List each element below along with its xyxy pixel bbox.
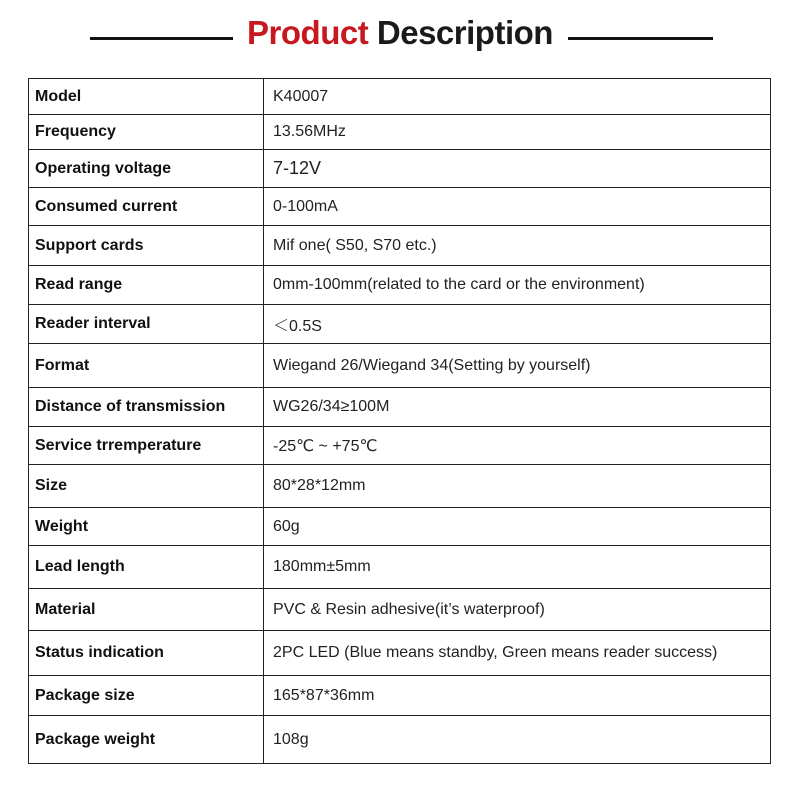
spec-label: Format [29,344,264,388]
table-row [29,266,771,305]
spec-label: Package weight [29,716,264,764]
spec-label: Lead length [29,546,264,589]
table-row [29,115,771,150]
table-row [29,305,771,344]
spec-value: Wiegand 26/Wiegand 34(Setting by yourself) [264,344,771,388]
spec-value: WG26/34≥100M [264,388,771,427]
table-row [29,589,771,631]
spec-label: Support cards [29,226,264,266]
spec-label: Model [29,79,264,115]
title-main-word: Description [376,14,553,51]
table-row [29,226,771,266]
spec-value: K40007 [264,79,771,115]
table-row [29,631,771,676]
spec-table-body [29,79,771,764]
table-row [29,188,771,226]
table-row [29,716,771,764]
table-row [29,79,771,115]
spec-value: 13.56MHz [264,115,771,150]
spec-label: Frequency [29,115,264,150]
table-row [29,388,771,427]
spec-value: 80*28*12mm [264,465,771,508]
spec-value: 60g [264,508,771,546]
spec-value: 165*87*36mm [264,676,771,716]
spec-label: Read range [29,266,264,305]
table-row [29,546,771,589]
table-row [29,676,771,716]
spec-label: Operating voltage [29,150,264,188]
spec-label: Package size [29,676,264,716]
table-row [29,508,771,546]
spec-table [28,78,771,764]
spec-value: -25℃ ~ +75℃ [264,427,771,465]
spec-value: 0-100mA [264,188,771,226]
spec-label: Distance of transmission [29,388,264,427]
spec-value: 180mm±5mm [264,546,771,589]
table-row [29,465,771,508]
table-row [29,150,771,188]
spec-label: Material [29,589,264,631]
spec-value: 2PC LED (Blue means standby, Green means reader success) [264,631,771,676]
spec-value: 0mm-100mm(related to the card or the environment) [264,266,771,305]
spec-label: Consumed current [29,188,264,226]
spec-value: 108g [264,716,771,764]
title-rule-right [568,37,713,40]
spec-label: Weight [29,508,264,546]
title-accent-word: Product [247,14,369,51]
table-row [29,427,771,465]
spec-label: Size [29,465,264,508]
spec-value: PVC & Resin adhesive(it’s waterproof) [264,589,771,631]
spec-value: ＜0.5S [264,305,771,344]
spec-value: 7-12V [264,150,771,188]
spec-label: Reader interval [29,305,264,344]
spec-value: Mif one( S50, S70 etc.) [264,226,771,266]
spec-label: Service trremperature [29,427,264,465]
page-header [0,0,800,76]
page-title [0,14,800,52]
spec-label: Status indication [29,631,264,676]
table-row [29,344,771,388]
